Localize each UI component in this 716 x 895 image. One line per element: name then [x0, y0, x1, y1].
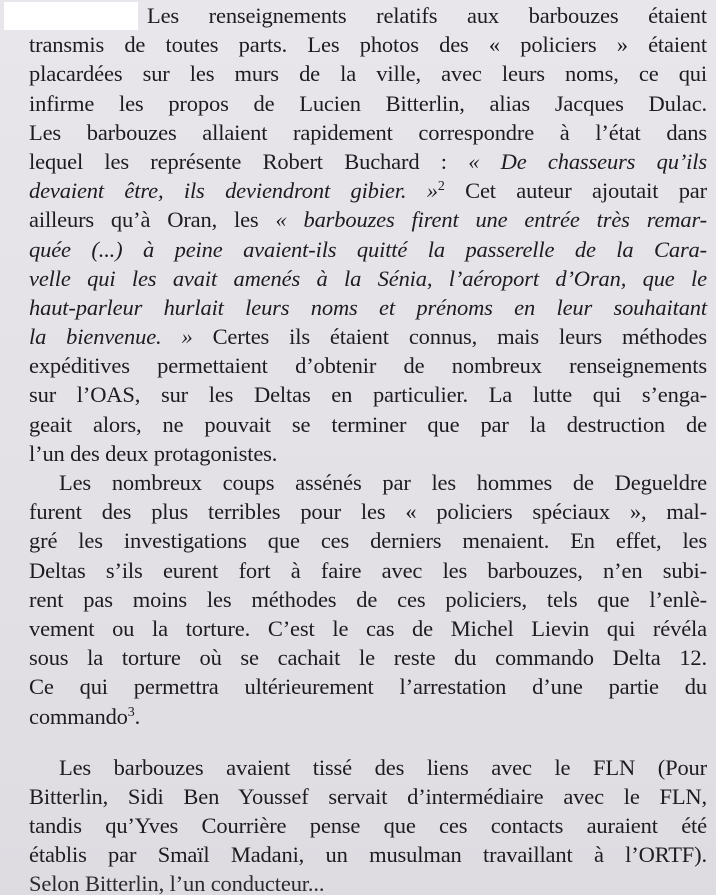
paragraph-2 — [29, 468, 707, 731]
paragraph-1 — [29, 1, 707, 468]
text-line: furent des plus terribles pour les « policiers spéciaux », mal- — [29, 499, 707, 525]
text-line — [29, 264, 707, 293]
text-run: lequel les représente Robert Buchard : — [29, 148, 469, 174]
text-line: Les barbouzes allaient rapidement correspondre à l’état dans — [29, 119, 707, 145]
text-line: l’un des deux protagonistes. — [29, 440, 278, 466]
text-line: Les renseignements relatifs aux barbouzes étaient — [147, 3, 707, 28]
paragraph-3 — [29, 753, 707, 895]
quotation: haut-parleur hurlait leurs noms et prénoms en leur souhaitant — [29, 294, 707, 320]
text-line: rent pas moins les méthodes de ces policiers, tels que l’enlè- — [29, 586, 707, 612]
quotation: « barbouzes firent une entrée très remar- — [275, 207, 707, 233]
text-line — [29, 702, 707, 731]
quotation: quée (...) à peine avaient-ils quitté la passerelle de la Cara- — [29, 236, 707, 262]
text-run: commando — [29, 703, 128, 729]
text-line: Ce qui permettra ultérieurement l’arrestation d’une partie du — [29, 674, 707, 700]
body-text — [29, 1, 707, 895]
cut-off-line: Selon Bitterlin, l’un conducteur... — [29, 871, 325, 895]
text-line — [29, 176, 707, 205]
text-run: Cet auteur ajoutait par — [444, 178, 707, 204]
text-run: Certes ils étaient connus, mais leurs méthodes — [192, 324, 708, 350]
text-line: tandis qu’Yves Courrière pense que ces contacts auraient été — [29, 813, 707, 839]
text-line: transmis de toutes parts. Les photos des « policiers » étaient — [29, 32, 707, 58]
text-line: geait alors, ne pouvait se terminer que par la destruction de — [29, 411, 707, 437]
paragraph-gap — [29, 731, 707, 753]
text-line — [29, 322, 707, 351]
footnote-ref: 3 — [127, 704, 135, 720]
quotation: devaient être, ils deviendront gibier. » — [29, 178, 438, 204]
footnote-ref: 2 — [437, 179, 445, 195]
text-run: . — [134, 703, 141, 729]
text-line: Les nombreux coups assénés par les hommes de Degueldre — [59, 470, 707, 495]
text-line: Deltas s’ils eurent fort à faire avec les barbouzes, n’en subi- — [29, 557, 707, 583]
text-line: sous la torture où se cachait le reste du commando Delta 12. — [29, 645, 707, 671]
text-line: vement ou la torture. C’est le cas de Michel Lievin qui révéla — [29, 615, 707, 641]
text-line: sur l’OAS, sur les Deltas en particulier. La lutte qui s’enga- — [29, 382, 707, 408]
text-line: Les barbouzes avaient tissé des liens avec le FLN (Pour — [59, 754, 707, 780]
quotation: velle qui les avait amenés à la Sénia, l’aéroport d’Oran, que le — [29, 265, 707, 291]
quotation: la bienvenue. » — [29, 324, 193, 350]
text-line — [29, 205, 707, 234]
text-line: expéditives permettaient d’obtenir de nombreux renseignements — [29, 353, 707, 379]
text-line: établis par Smaïl Madani, un musulman travaillant à l’ORTF). — [29, 842, 707, 868]
text-line — [29, 147, 707, 176]
text-line: Bitterlin, Sidi Ben Youssef servait d’intermédiaire avec le FLN, — [29, 783, 707, 809]
text-run: ailleurs qu’à Oran, les — [29, 207, 276, 233]
text-line — [29, 293, 707, 322]
text-line — [29, 235, 707, 264]
text-line: gré les investigations que ces derniers menaient. En effet, les — [29, 528, 707, 554]
text-line: placardées sur les murs de la ville, avec leurs noms, ce qui — [29, 61, 707, 87]
quotation: « De chasseurs qu’ils — [468, 148, 707, 174]
text-line: infirme les propos de Lucien Bitterlin, alias Jacques Dulac. — [29, 90, 707, 116]
